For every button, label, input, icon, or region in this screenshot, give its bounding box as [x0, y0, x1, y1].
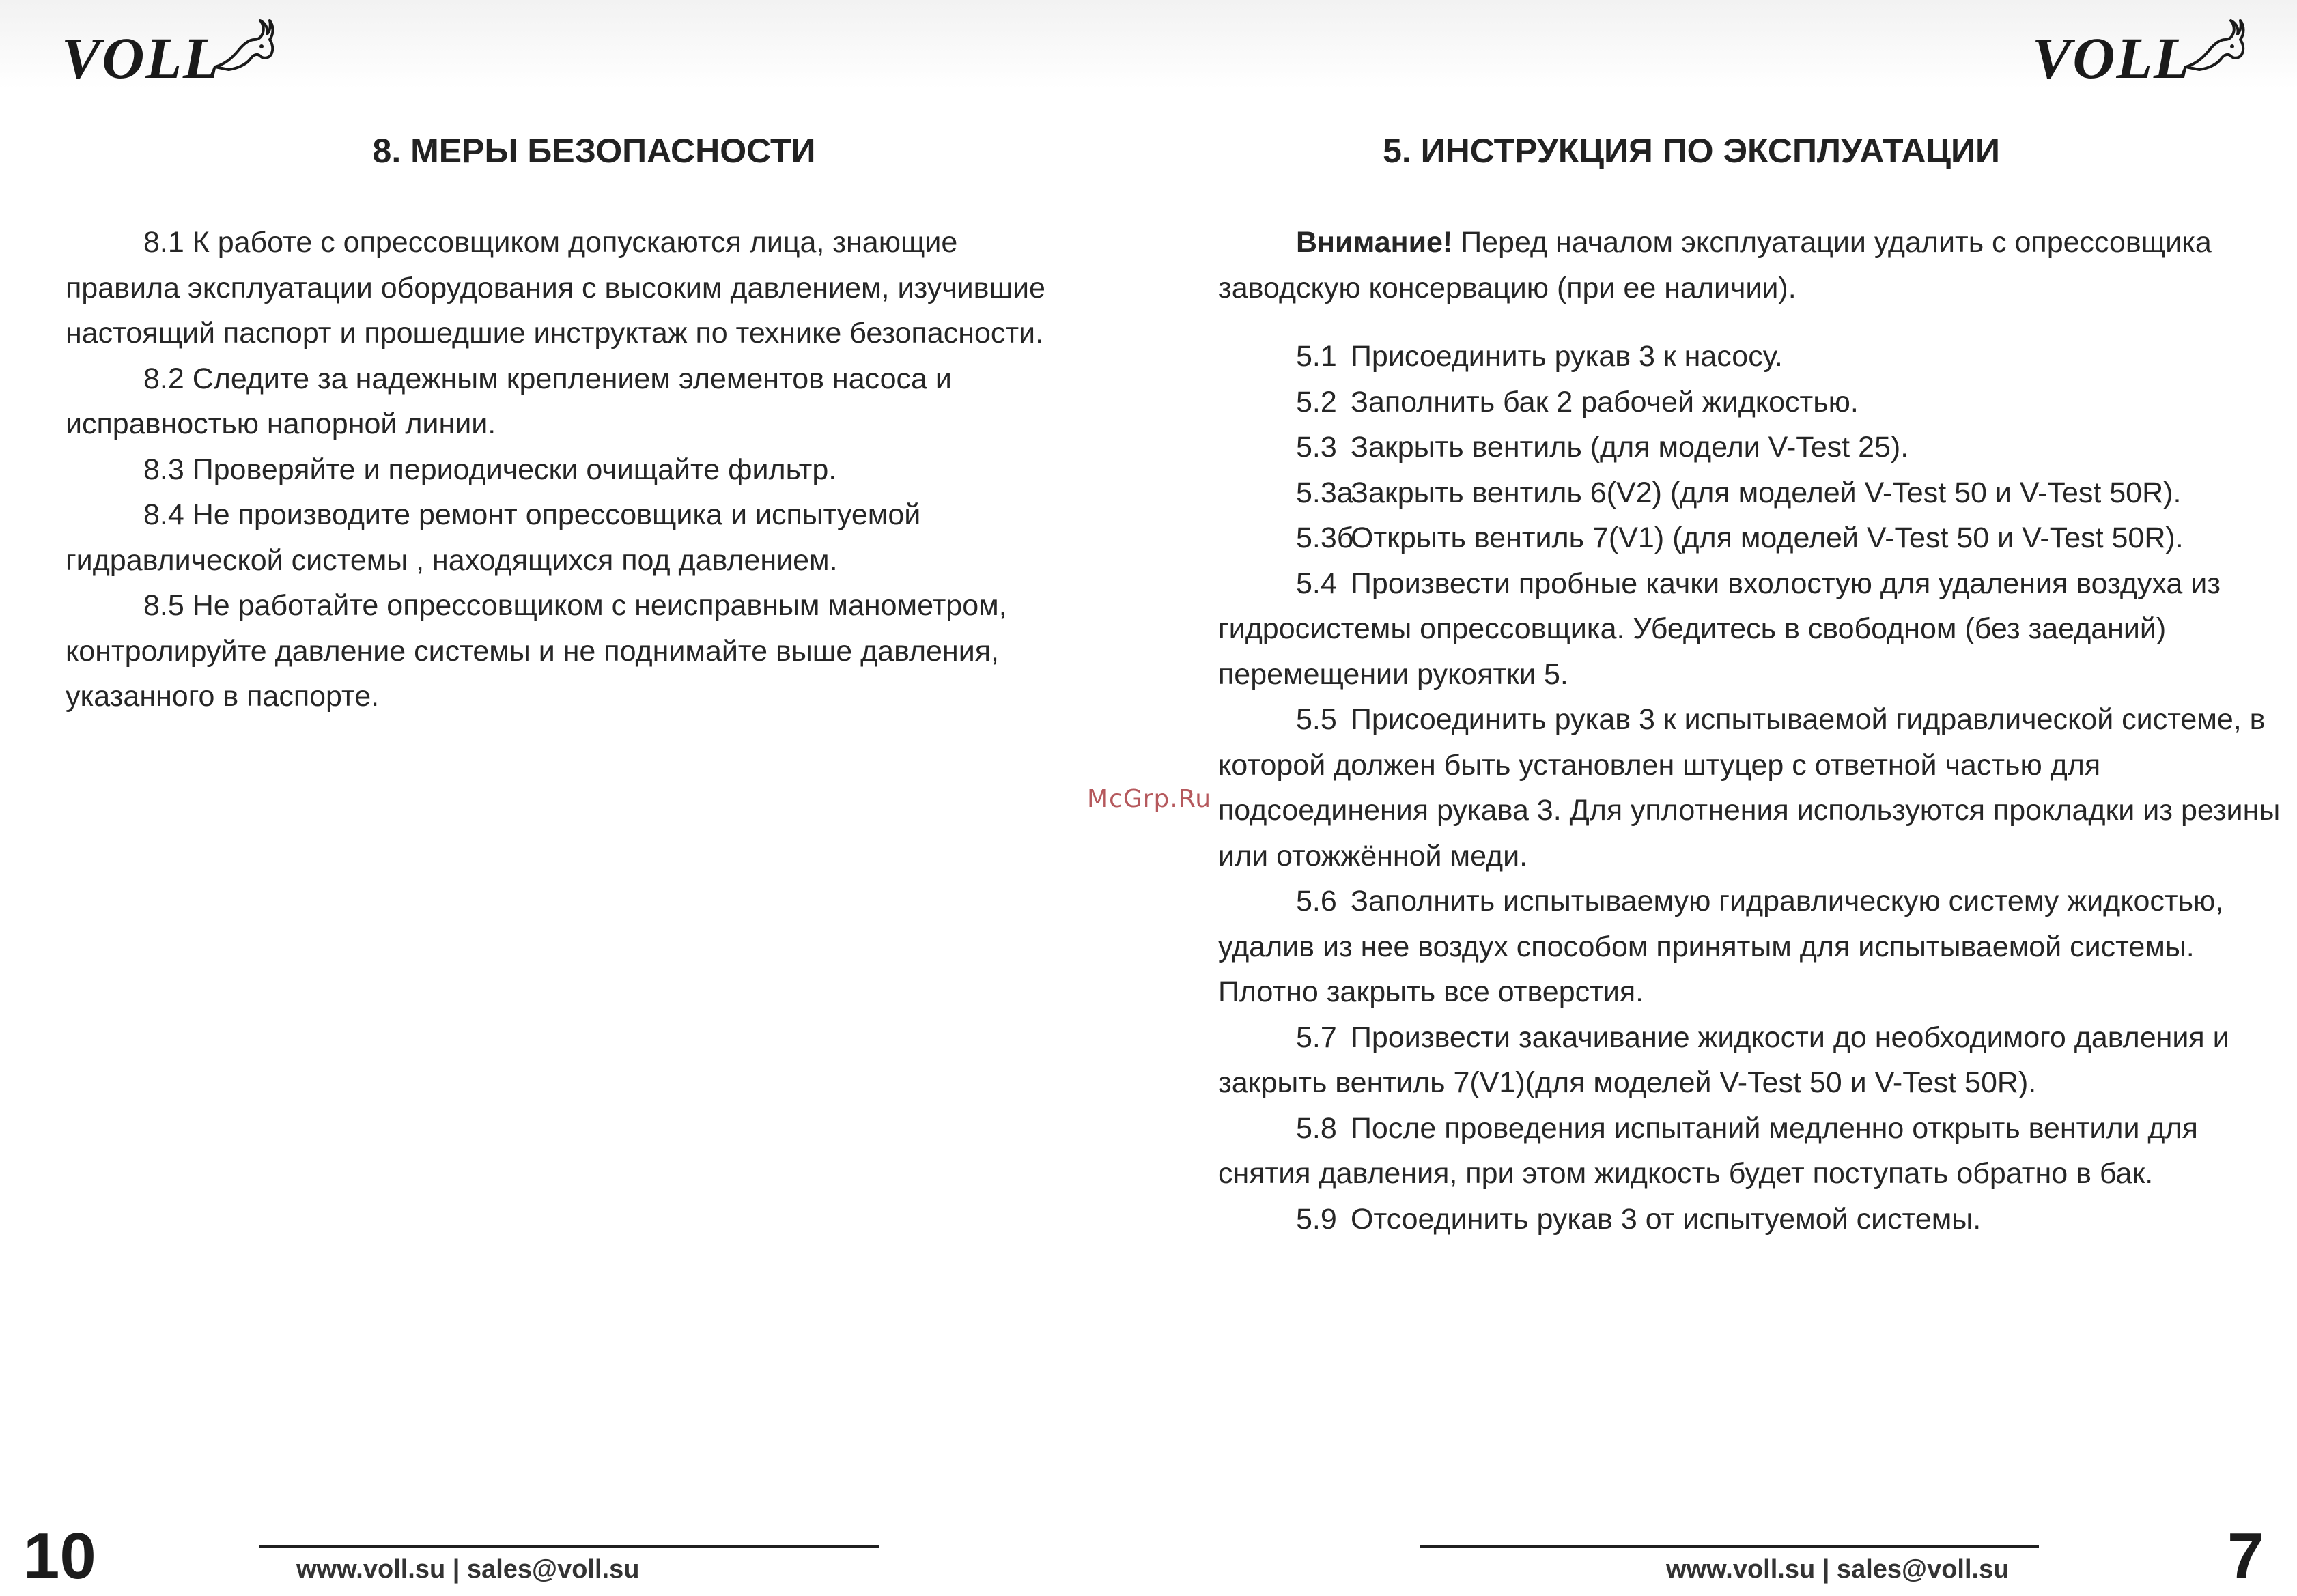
instruction-step — [1218, 1015, 2290, 1106]
warning-paragraph — [1218, 220, 2290, 311]
instruction-step — [1218, 334, 2290, 380]
step-text: Закрыть вентиль 6(V2) (для моделей V-Test 50 и V-Test 50R). — [1351, 476, 2182, 509]
right-page-title: 5. ИНСТРУКЦИЯ ПО ЭКСПЛУАТАЦИИ — [1383, 132, 2000, 170]
step-text: После проведения испытаний медленно открыть вентили для снятия давления, при этом жидкость будет поступать обратно в бак. — [1218, 1111, 2198, 1190]
instruction-step — [1218, 470, 2290, 516]
step-number: 5.9 — [1296, 1202, 1337, 1236]
step-text: Закрыть вентиль (для модели V-Test 25). — [1351, 431, 1909, 464]
left-page-title: 8. МЕРЫ БЕЗОПАСНОСТИ — [372, 132, 816, 170]
step-number: 5.6 — [1296, 885, 1337, 917]
warning-text: Перед началом эксплуатации удалить с опрессовщика заводскую консервацию (при ее наличии). — [1218, 226, 2212, 304]
step-text: Произвести закачивание жидкости до необходимого давления и закрыть вентиль 7(V1)(для моделей V-Test 50 и V-Test 50R). — [1218, 1021, 2229, 1099]
instruction-step — [1218, 380, 2290, 425]
instruction-step — [1218, 515, 2290, 561]
step-number: 5.1 — [1296, 340, 1337, 373]
footer-divider — [1420, 1545, 2039, 1548]
instruction-step — [1218, 697, 2290, 879]
safety-text — [66, 220, 1054, 719]
footer-contacts: www.voll.su | sales@voll.su — [296, 1555, 640, 1584]
footer-divider — [259, 1545, 879, 1548]
instruction-step — [1218, 1106, 2290, 1197]
instruction-step — [1218, 425, 2290, 470]
page-number: 10 — [23, 1520, 96, 1593]
step-text: Присоединить рукав 3 к испытываемой гидравлической системе, в которой должен быть установлен штуцер с ответной частью для подсоединения рукава 3. Для уплотнения используются прокладки из резины или отожжённой меди. — [1218, 703, 2281, 872]
step-number: 5.8 — [1296, 1111, 1337, 1145]
instruction-step — [1218, 1197, 2290, 1242]
step-number: 5.2 — [1296, 385, 1337, 418]
step-text: Присоединить рукав 3 к насосу. — [1351, 340, 1783, 373]
footer-contacts: www.voll.su | sales@voll.su — [1666, 1555, 2010, 1584]
step-text: Заполнить испытываемую гидравлическую систему жидкостью, удалив из нее воздух способом принятым для испытываемой системы. Плотно закрыть все отверстия. — [1218, 885, 2224, 1008]
safety-paragraph: 8.2 Следите за надежным креплением элементов насоса и исправностью напорной линии. — [66, 362, 952, 440]
step-number: 5.3б — [1296, 522, 1354, 554]
safety-paragraph: 8.3 Проверяйте и периодически очищайте фильтр. — [143, 453, 837, 486]
page-number: 7 — [2227, 1520, 2264, 1593]
step-number: 5.5 — [1296, 703, 1337, 736]
instructions-text — [1218, 220, 2290, 1242]
step-text: Произвести пробные качки вхолостую для удаления воздуха из гидросистемы опрессовщика. Убедитесь в свободном (без заеданий) перемещении рукоятки 5. — [1218, 567, 2221, 691]
step-text: Открыть вентиль 7(V1) (для моделей V-Test 50 и V-Test 50R). — [1351, 522, 2184, 554]
step-number: 5.3а — [1296, 476, 1353, 509]
instruction-step — [1218, 561, 2290, 698]
safety-paragraph: 8.5 Не работайте опрессовщиком с неисправным манометром, контролируйте давление системы и не поднимайте выше давления, указанного в паспорте. — [66, 589, 1007, 713]
safety-paragraph: 8.1 К работе с опрессовщиком допускаются лица, знающие правила эксплуатации оборудования с высоким давлением, изучившие настоящий паспорт и прошедшие инструктаж по технике безопасности. — [66, 226, 1045, 350]
watermark: McGrp.Ru — [1087, 785, 1212, 813]
left-page — [0, 0, 1148, 1596]
logo-text: VOLL — [2032, 25, 2191, 91]
right-page — [1148, 0, 2297, 1596]
safety-paragraph: 8.4 Не производите ремонт опрессовщика и испытуемой гидравлической системы , находящихся под давлением. — [66, 498, 921, 577]
step-text: Отсоединить рукав 3 от испытуемой системы. — [1351, 1202, 1982, 1236]
warning-label: Внимание! — [1296, 226, 1453, 259]
logo-text: VOLL — [61, 25, 221, 91]
step-number: 5.4 — [1296, 567, 1337, 600]
step-number: 5.7 — [1296, 1021, 1337, 1054]
instruction-step — [1218, 879, 2290, 1015]
step-number: 5.3 — [1296, 431, 1337, 464]
step-text: Заполнить бак 2 рабочей жидкостью. — [1351, 385, 1859, 418]
